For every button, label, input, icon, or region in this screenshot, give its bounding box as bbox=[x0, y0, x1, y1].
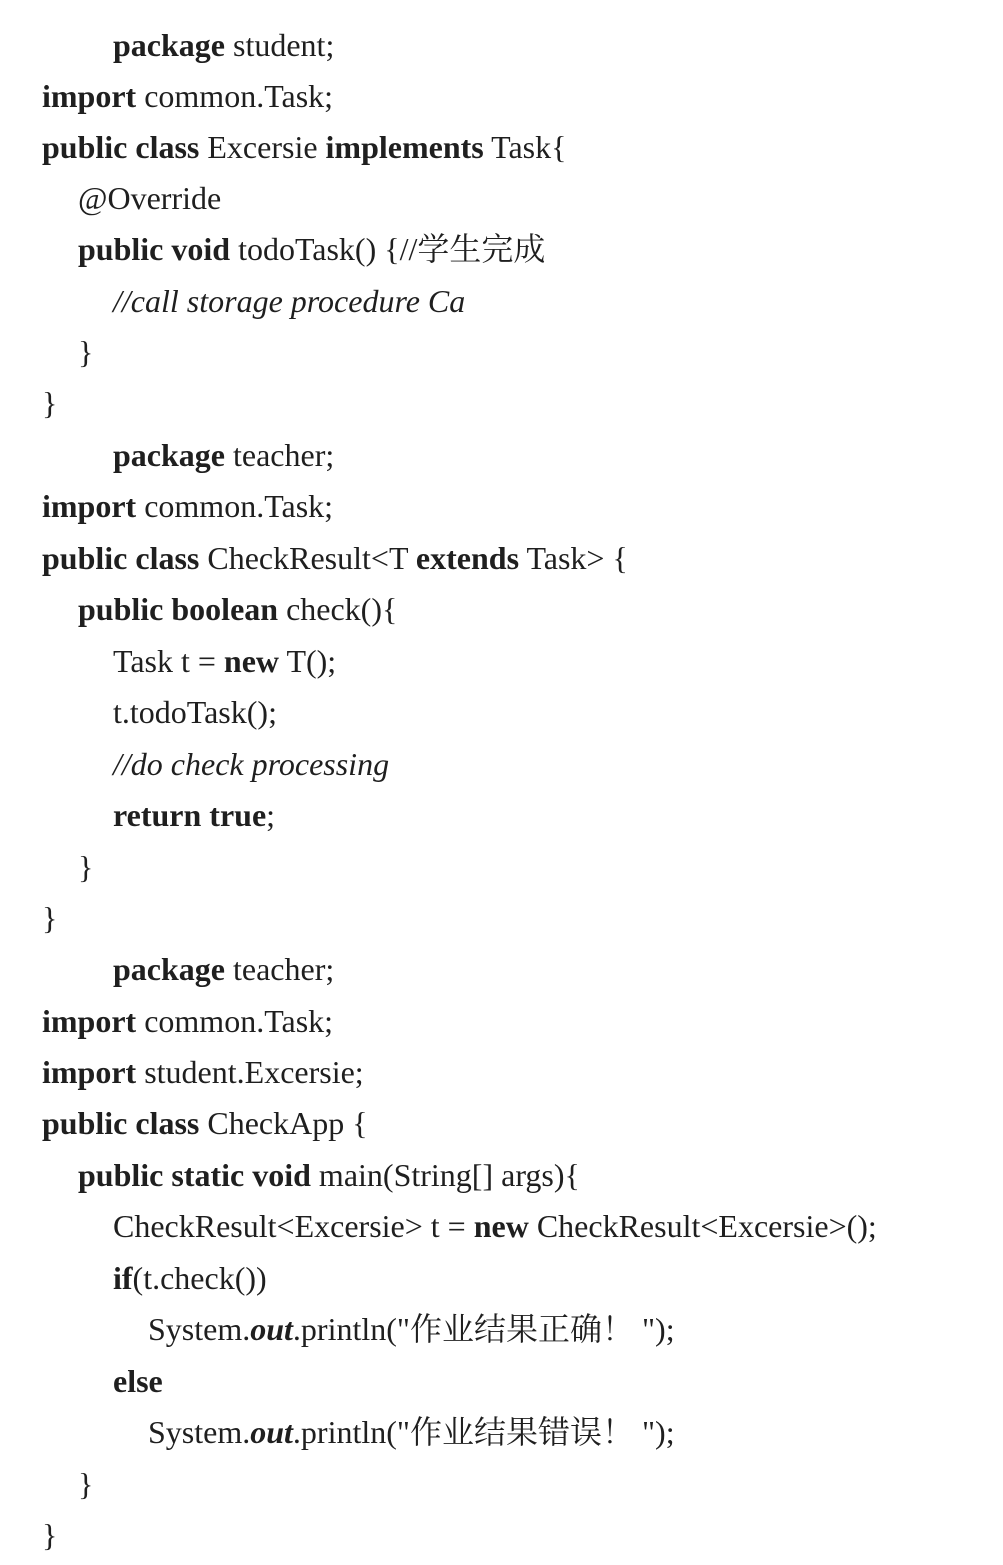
code-line-comment bbox=[113, 739, 389, 790]
code-text: todoTask() {//学生完成 bbox=[230, 231, 546, 267]
code-line-brace bbox=[42, 378, 57, 429]
code-line-package bbox=[113, 430, 334, 481]
keyword: public static void bbox=[78, 1157, 311, 1193]
keyword: package bbox=[113, 27, 225, 63]
code-line-brace bbox=[42, 1510, 57, 1561]
code-text: .println("作业结果错误！ "); bbox=[292, 1414, 675, 1450]
code-text: System. bbox=[148, 1414, 251, 1450]
keyword: import bbox=[42, 1054, 137, 1090]
code-text: Task t = bbox=[113, 643, 224, 679]
code-line-statement bbox=[148, 1304, 675, 1355]
code-text: common.Task; bbox=[136, 78, 334, 114]
code-line-method-declaration bbox=[78, 1150, 580, 1201]
code-line-brace bbox=[78, 1459, 93, 1510]
code-line-import bbox=[42, 996, 333, 1047]
keyword: new bbox=[473, 1208, 529, 1244]
keyword: public void bbox=[78, 231, 231, 267]
field-name: out bbox=[250, 1311, 293, 1347]
keyword: if bbox=[113, 1260, 133, 1296]
code-line-statement bbox=[113, 687, 277, 738]
code-line-statement bbox=[148, 1407, 675, 1458]
code-line-statement bbox=[113, 636, 336, 687]
keyword: new bbox=[223, 643, 280, 679]
code-line-class-declaration bbox=[42, 1098, 368, 1149]
keyword: public class bbox=[42, 540, 200, 576]
code-text: student.Excersie; bbox=[136, 1054, 364, 1090]
code-text: } bbox=[78, 849, 94, 885]
code-line-brace bbox=[42, 893, 57, 944]
code-text: common.Task; bbox=[136, 488, 334, 524]
keyword: public class bbox=[42, 129, 200, 165]
code-line-else bbox=[113, 1356, 163, 1407]
code-text: student; bbox=[225, 27, 335, 63]
keyword: package bbox=[113, 437, 225, 473]
code-line-class-declaration bbox=[42, 122, 566, 173]
keyword: package bbox=[113, 951, 225, 987]
code-line-import bbox=[42, 71, 333, 122]
code-text: t.todoTask(); bbox=[113, 694, 277, 730]
code-line-brace bbox=[78, 842, 93, 893]
code-line-class-declaration bbox=[42, 533, 628, 584]
code-line-brace bbox=[78, 327, 93, 378]
keyword: implements bbox=[325, 129, 484, 165]
code-line-package bbox=[113, 944, 334, 995]
code-text: } bbox=[78, 334, 94, 370]
keyword: public class bbox=[42, 1105, 200, 1141]
code-text: .println("作业结果正确！ "); bbox=[292, 1311, 675, 1347]
code-text: Excersie bbox=[199, 129, 326, 165]
code-text: common.Task; bbox=[136, 1003, 334, 1039]
code-text: CheckApp { bbox=[199, 1105, 368, 1141]
code-text: check(){ bbox=[278, 591, 398, 627]
code-line-if bbox=[113, 1253, 267, 1304]
code-text: ; bbox=[266, 797, 276, 833]
code-text: System. bbox=[148, 1311, 251, 1347]
keyword: extends bbox=[415, 540, 520, 576]
code-line-comment bbox=[113, 276, 465, 327]
code-line-method-declaration bbox=[78, 224, 545, 275]
keyword: import bbox=[42, 1003, 137, 1039]
code-text: Task> { bbox=[519, 540, 628, 576]
code-text: } bbox=[42, 385, 58, 421]
code-line-method-declaration bbox=[78, 584, 397, 635]
code-line-return bbox=[113, 790, 275, 841]
code-line-import bbox=[42, 481, 333, 532]
code-text: CheckResult<T bbox=[199, 540, 416, 576]
code-line-statement bbox=[113, 1201, 877, 1252]
code-text: } bbox=[42, 1517, 58, 1553]
code-text: CheckResult<Excersie> t = bbox=[113, 1208, 474, 1244]
keyword: import bbox=[42, 488, 137, 524]
code-text: teacher; bbox=[225, 951, 335, 987]
code-text: T(); bbox=[279, 643, 337, 679]
code-text: Task{ bbox=[483, 129, 567, 165]
field-name: out bbox=[250, 1414, 293, 1450]
code-text: teacher; bbox=[225, 437, 335, 473]
code-line-package bbox=[113, 20, 334, 71]
comment-text: //call storage procedure Ca bbox=[113, 283, 466, 319]
code-text: } bbox=[42, 900, 58, 936]
comment-text: //do check processing bbox=[113, 746, 390, 782]
code-text: @Override bbox=[78, 180, 222, 216]
code-text: CheckResult<Excersie>(); bbox=[528, 1208, 877, 1244]
keyword: return true bbox=[113, 797, 267, 833]
keyword: else bbox=[113, 1363, 163, 1399]
keyword: public boolean bbox=[78, 591, 279, 627]
keyword: import bbox=[42, 78, 137, 114]
code-line-annotation bbox=[78, 173, 221, 224]
code-text: (t.check()) bbox=[132, 1260, 267, 1296]
code-line-import bbox=[42, 1047, 364, 1098]
code-text: } bbox=[78, 1466, 94, 1502]
code-text: main(String[] args){ bbox=[310, 1157, 580, 1193]
